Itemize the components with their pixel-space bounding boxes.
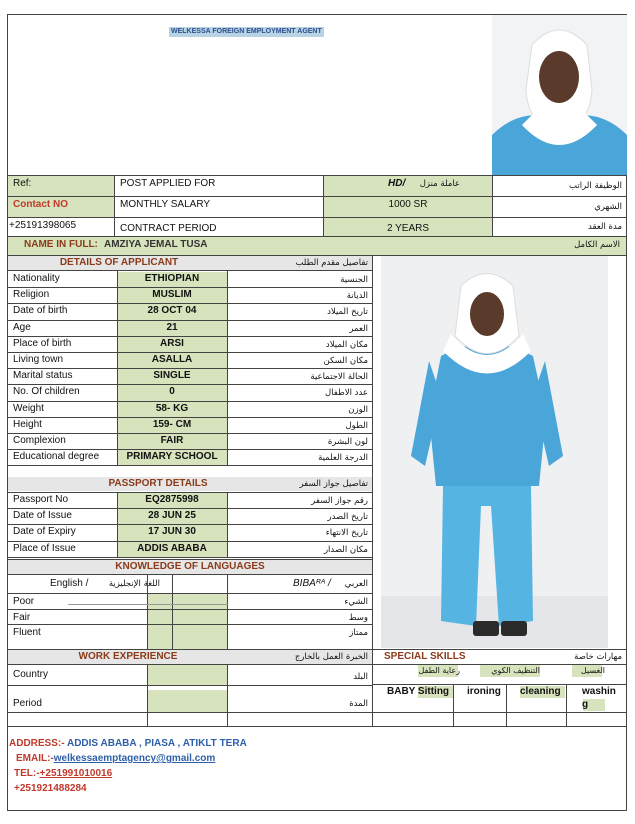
row-label: Living town (13, 354, 64, 365)
row-label-ar: الطول (345, 420, 368, 431)
row-value: ASALLA (151, 354, 193, 365)
row-value: 58- KG (155, 402, 189, 414)
ref-label: Ref: (13, 178, 32, 189)
row-label: Passport No (13, 494, 69, 505)
skill-ironing: ironing (467, 686, 501, 697)
experience-title: WORK EXPERIENCE (78, 651, 178, 662)
headshot-photo (492, 15, 627, 175)
name-label-ar: الاسم الكامل (574, 240, 620, 250)
row-label: Height (13, 418, 42, 430)
row-label: Date of birth (13, 305, 68, 317)
name-label: NAME IN FULL: (24, 239, 98, 250)
address-line (9, 737, 247, 751)
arabic-label-ar: العربي (344, 579, 368, 589)
row-label: Nationality (13, 273, 60, 284)
country-label-ar: البلد (353, 672, 368, 682)
row-value: ETHIOPIAN (144, 273, 200, 284)
row-value: FAIR (160, 435, 184, 446)
row-value: 159- CM (152, 418, 192, 430)
email-label: EMAIL:- (16, 753, 54, 764)
row-label: Place of Issue (13, 542, 76, 554)
level-fluent: Fluent (13, 627, 41, 638)
tel-value-2[interactable]: +251921488284 (14, 783, 87, 794)
row-value: SINGLE (153, 370, 191, 382)
skill-ar-baby: رعاية الطفل (418, 666, 460, 675)
period-label: Period (13, 698, 42, 709)
row-value: EQ2875998 (145, 494, 199, 505)
row-label: Marital status (13, 370, 73, 382)
agency-name: WELKESSA FOREIGN EMPLOYMENT AGENT (171, 28, 322, 35)
skill-cleaning: cleaning (520, 686, 561, 697)
row-label: No. Of children (13, 386, 80, 398)
column-divider (117, 271, 118, 465)
english-label-ar: اللغة الإنجليزية (108, 579, 160, 589)
name-value: AMZIYA JEMAL TUSA (104, 239, 208, 250)
row-value: 21 (166, 321, 178, 333)
contract-period-label: CONTRACT PERIOD (120, 223, 217, 234)
contract-period-value: 2 YEARS (386, 223, 430, 234)
country-label: Country (13, 669, 49, 680)
email-link[interactable]: welkessaemptagency@gmail.com (53, 753, 216, 764)
row-label: Date of Issue (13, 510, 72, 522)
row-divider (7, 465, 373, 466)
row-label-ar: مكان الميلاد (325, 339, 368, 350)
level-fair-ar: وسط (348, 613, 368, 623)
level-fluent-ar: ممتاز (349, 628, 368, 638)
row-label: Date of Expiry (13, 526, 76, 538)
skill-washing: washin g (582, 686, 616, 710)
row-label-ar: رقم جواز السفر (311, 496, 368, 506)
languages-title: KNOWLEDGE OF LANGUAGES (115, 561, 265, 572)
row-label: Place of birth (13, 337, 72, 349)
row-label: Weight (13, 402, 44, 414)
skills-title-ar: مهارات خاصة (574, 652, 622, 662)
contact-phone: +25191398065 (9, 220, 77, 231)
contract-period-label-ar: مدة العقد (588, 222, 622, 232)
arabic-label: BIBAᴿᴬ / (293, 578, 331, 589)
tel-line (14, 767, 112, 781)
row-label: Educational degree (13, 451, 100, 463)
row-value: 28 JUN 25 (148, 510, 196, 522)
column-divider (117, 492, 118, 557)
applicant-title: DETAILS OF APPLICANT (59, 257, 179, 268)
row-label-ar: الدرجة العلمية (318, 453, 368, 464)
level-poor: Poor (13, 596, 35, 607)
row-label-ar: مكان الصدار (323, 544, 368, 555)
tel-label: TEL:- (14, 768, 40, 779)
row-value: 28 OCT 04 (147, 305, 197, 317)
english-label: English / (50, 578, 89, 589)
level-poor-ar: الشيء (344, 597, 368, 607)
row-label-ar: الحالة الاجتماعية (310, 372, 368, 383)
address-value: ADDIS ABABA , PIASA , ATIKLT TERA (66, 738, 247, 749)
passport-title: PASSPORT DETAILS (108, 478, 208, 489)
row-label-ar: تاريخ الصدر (327, 512, 368, 523)
skill-ar-cleaning: التنظيف الكوي (491, 666, 540, 675)
row-value: PRIMARY SCHOOL (126, 451, 218, 463)
monthly-salary-value: 1000 SR (388, 199, 428, 210)
row-label-ar: تاريخ الانتهاء (325, 528, 368, 539)
contact-label: Contact NO (13, 199, 68, 210)
row-value: 17 JUN 30 (148, 526, 196, 538)
post-applied-value: HD/ (388, 178, 406, 189)
row-label: Religion (13, 289, 50, 301)
row-label-ar: لون البشرة (327, 437, 368, 447)
email-line (16, 752, 215, 766)
tel-value[interactable]: +251991010016 (39, 768, 113, 779)
column-divider (227, 271, 228, 465)
row-label-ar: الوزن (348, 404, 368, 415)
row-label-ar: الجنسية (340, 275, 368, 285)
period-label-ar: المدة (349, 699, 368, 709)
level-fair: Fair (13, 612, 31, 623)
skills-title: SPECIAL SKILLS (384, 651, 466, 662)
skill-baby-sitting: BABY Sitting (387, 686, 450, 697)
post-applied-label: POST APPLIED FOR (120, 178, 216, 189)
row-value: ADDIS ABABA (137, 542, 207, 554)
row-label: Complexion (13, 435, 66, 446)
skill-ar-washing: الغسيل (580, 666, 605, 675)
row-label-ar: عدد الاطفال (324, 388, 368, 399)
row-label-ar: تاريخ الميلاد (327, 307, 368, 318)
row-value: MUSLIM (152, 289, 192, 301)
post-applied-label-ar: الوظيفة الراتب (569, 181, 622, 191)
row-label: Age (13, 321, 31, 333)
post-applied-value-ar: عاملة منزل (419, 179, 460, 189)
monthly-salary-label: MONTHLY SALARY (120, 199, 211, 210)
row-label-ar: العمر (349, 323, 368, 334)
row-label-ar: الديانة (346, 291, 368, 302)
experience-title-ar: الخبرة العمل بالخارج (294, 652, 368, 662)
row-value: ARSI (160, 337, 184, 349)
row-label-ar: مكان السكن (323, 356, 368, 366)
passport-title-ar: تفاصيل جواز السفر (299, 479, 368, 489)
row-divider (7, 557, 373, 558)
monthly-salary-label-ar: الشهري (594, 202, 622, 212)
column-divider (227, 492, 228, 557)
address-label: ADDRESS:- (9, 738, 65, 749)
applicant-title-ar: تفاصيل مقدم الطلب (295, 258, 368, 268)
full-body-photo (381, 256, 608, 648)
row-value: 0 (169, 386, 175, 398)
